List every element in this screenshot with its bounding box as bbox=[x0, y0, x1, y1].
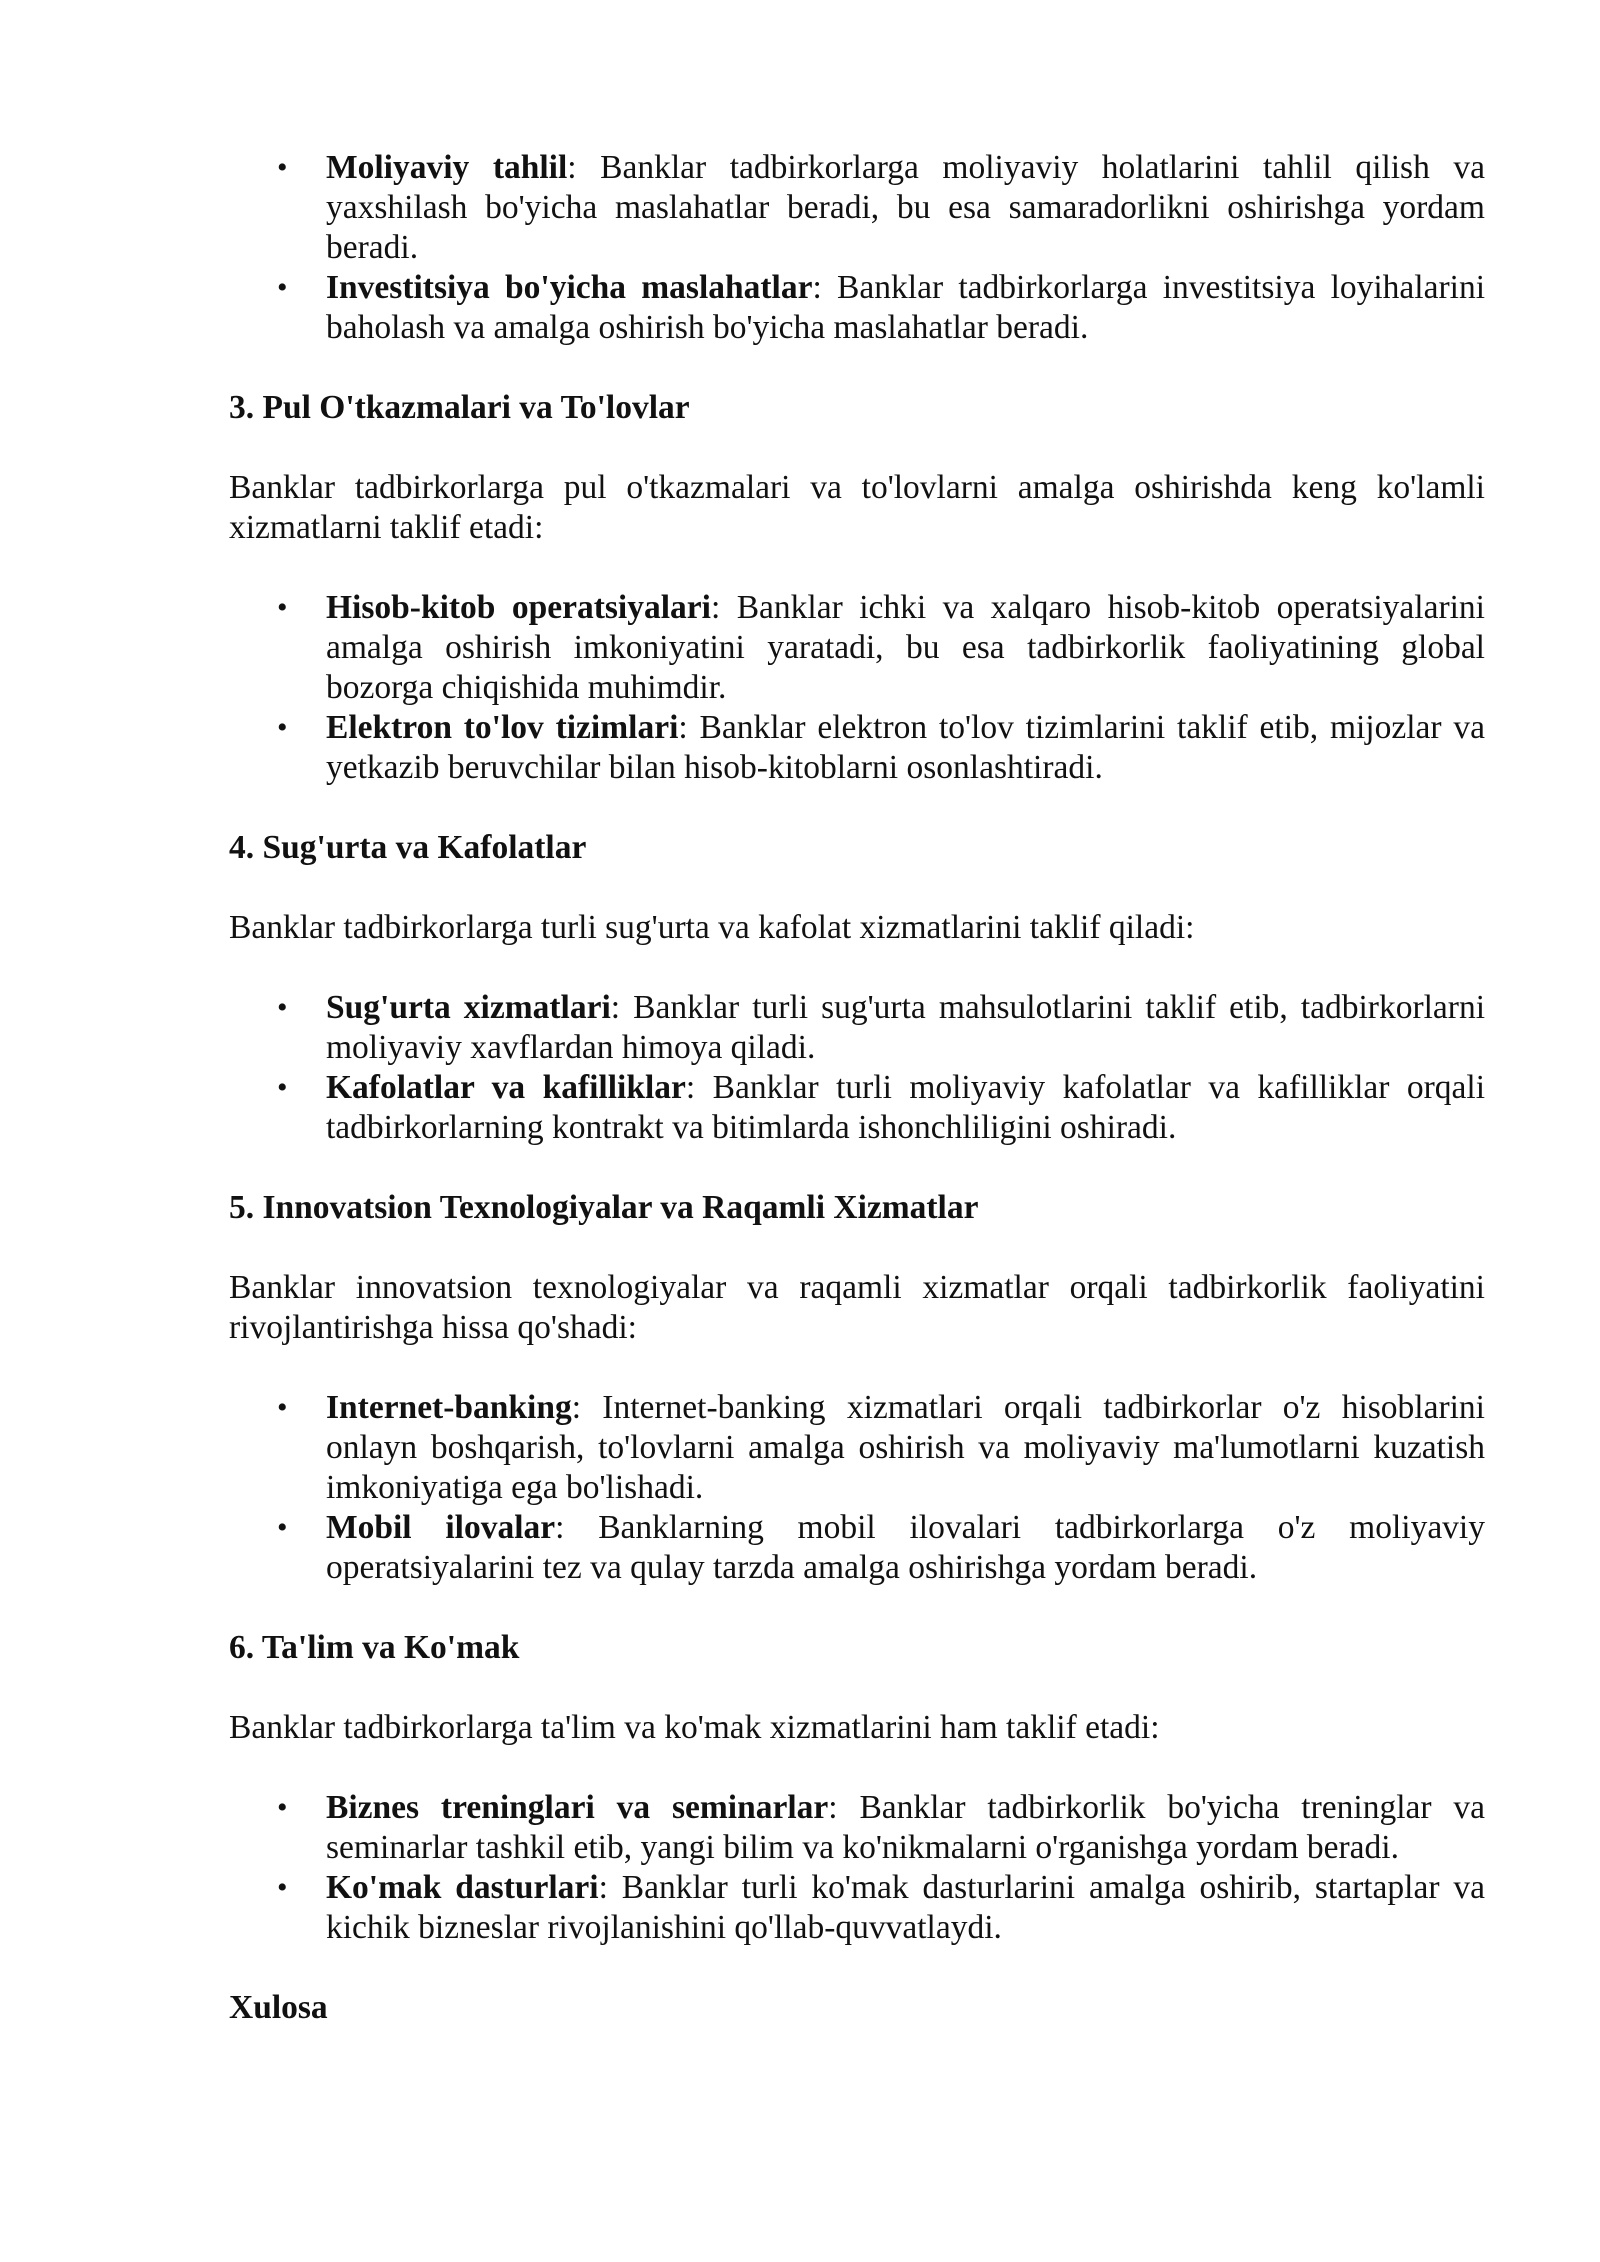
list-item-text: : Banklar turli ko'mak dasturlarini amalga oshirib, startaplar va kichik bizneslar rivojlanishini qo'llab-quvvatlaydi. bbox=[326, 1869, 1485, 1946]
section-bullet-list bbox=[229, 1788, 1485, 1948]
list-item-term: Hisob-kitob operatsiyalari bbox=[326, 589, 711, 626]
bullet-icon: • bbox=[277, 1511, 288, 1544]
list-item bbox=[229, 708, 1485, 788]
list-item-term: Moliyaviy tahlil bbox=[326, 149, 568, 186]
section-intro: Banklar tadbirkorlarga pul o'tkazmalari va to'lovlarni amalga oshirishda keng ko'lamli xizmatlarni taklif etadi: bbox=[229, 469, 1485, 546]
section-bullet-list bbox=[229, 588, 1485, 788]
list-item-text: : Banklar tadbirkorlarga moliyaviy holatlarini tahlil qilish va yaxshilash bo'yicha maslahatlar beradi, bu esa samaradorlikni oshirishga yordam beradi. bbox=[326, 149, 1486, 266]
list-item bbox=[229, 1788, 1485, 1868]
list-item-text: : Banklar tadbirkorlarga investitsiya loyihalarini baholash va amalga oshirish bo'yicha maslahatlar beradi. bbox=[326, 269, 1486, 346]
list-item-text: : Banklar turli sug'urta mahsulotlarini taklif etib, tadbirkorlarni moliyaviy xavflardan himoya qiladi. bbox=[326, 989, 1485, 1066]
list-item-text: : Banklar elektron to'lov tizimlarini taklif etib, mijozlar va yetkazib beruvchilar bilan hisob-kitoblarni osonlashtiradi. bbox=[326, 709, 1485, 786]
bullet-icon: • bbox=[277, 1071, 288, 1104]
bullet-icon: • bbox=[277, 1791, 288, 1824]
section-intro: Banklar tadbirkorlarga turli sug'urta va kafolat xizmatlarini taklif qiladi: bbox=[229, 909, 1195, 946]
section-pul-otkazmalari bbox=[229, 388, 1485, 788]
list-item bbox=[229, 1868, 1485, 1948]
document-page bbox=[229, 148, 1485, 2028]
section-heading: 3. Pul O'tkazmalari va To'lovlar bbox=[229, 389, 690, 426]
intro-bullet-list bbox=[229, 148, 1485, 348]
list-item-text: : Internet-banking xizmatlari orqali tadbirkorlar o'z hisoblarini onlayn boshqarish, to'lovlarni amalga oshirish va moliyaviy ma'lumotlarni kuzatish imkoniyatiga ega bo'lishadi. bbox=[326, 1389, 1485, 1506]
section-intro: Banklar tadbirkorlarga ta'lim va ko'mak xizmatlarini ham taklif etadi: bbox=[229, 1709, 1160, 1746]
list-item-term: Elektron to'lov tizimlari bbox=[326, 709, 679, 746]
list-item-text: : Banklar ichki va xalqaro hisob-kitob operatsiyalarini amalga oshirish imkoniyatini yaratadi, bu esa tadbirkorlik faoliyatining global bozorga chiqishida muhimdir. bbox=[326, 589, 1485, 706]
list-item bbox=[229, 268, 1485, 348]
list-item-term: Mobil ilovalar bbox=[326, 1509, 556, 1546]
conclusion-heading: Xulosa bbox=[229, 1989, 328, 2026]
section-talim-komak bbox=[229, 1628, 1485, 1948]
section-heading: 6. Ta'lim va Ko'mak bbox=[229, 1629, 520, 1666]
list-item-text: : Banklar turli moliyaviy kafolatlar va kafilliklar orqali tadbirkorlarning kontrakt va bitimlarda ishonchliligini oshiradi. bbox=[326, 1069, 1486, 1146]
section-bullet-list bbox=[229, 1388, 1485, 1588]
list-item-term: Kafolatlar va kafilliklar bbox=[326, 1069, 686, 1106]
section-heading: 4. Sug'urta va Kafolatlar bbox=[229, 829, 587, 866]
section-sugurta-kafolatlar bbox=[229, 828, 1485, 1148]
list-item bbox=[229, 988, 1485, 1068]
list-item bbox=[229, 1388, 1485, 1508]
list-item bbox=[229, 588, 1485, 708]
list-item-term: Ko'mak dasturlari bbox=[326, 1869, 599, 1906]
list-item-text: : Banklarning mobil ilovalari tadbirkorlarga o'z moliyaviy operatsiyalarini tez va qulay tarzda amalga oshirishga yordam beradi. bbox=[326, 1509, 1485, 1586]
list-item-term: Sug'urta xizmatlari bbox=[326, 989, 611, 1026]
bullet-icon: • bbox=[277, 991, 288, 1024]
list-item-term: Investitsiya bo'yicha maslahatlar bbox=[326, 269, 813, 306]
bullet-icon: • bbox=[277, 711, 288, 744]
bullet-icon: • bbox=[277, 1871, 288, 1904]
list-item-text: : Banklar tadbirkorlik bo'yicha treninglar va seminarlar tashkil etib, yangi bilim va ko'nikmalarni o'rganishga yordam beradi. bbox=[326, 1789, 1486, 1866]
bullet-icon: • bbox=[277, 151, 288, 184]
list-item-term: Internet-banking bbox=[326, 1389, 572, 1426]
bullet-icon: • bbox=[277, 591, 288, 624]
list-item bbox=[229, 1508, 1485, 1588]
bullet-icon: • bbox=[277, 271, 288, 304]
section-bullet-list bbox=[229, 988, 1485, 1148]
bullet-icon: • bbox=[277, 1391, 288, 1424]
section-intro: Banklar innovatsion texnologiyalar va raqamli xizmatlar orqali tadbirkorlik faoliyatini rivojlantirishga hissa qo'shadi: bbox=[229, 1269, 1485, 1346]
list-item-term: Biznes treninglari va seminarlar bbox=[326, 1789, 829, 1826]
section-heading: 5. Innovatsion Texnologiyalar va Raqamli Xizmatlar bbox=[229, 1189, 979, 1226]
list-item bbox=[229, 1068, 1485, 1148]
section-innovatsion-texnologiyalar bbox=[229, 1188, 1485, 1588]
list-item bbox=[229, 148, 1485, 268]
